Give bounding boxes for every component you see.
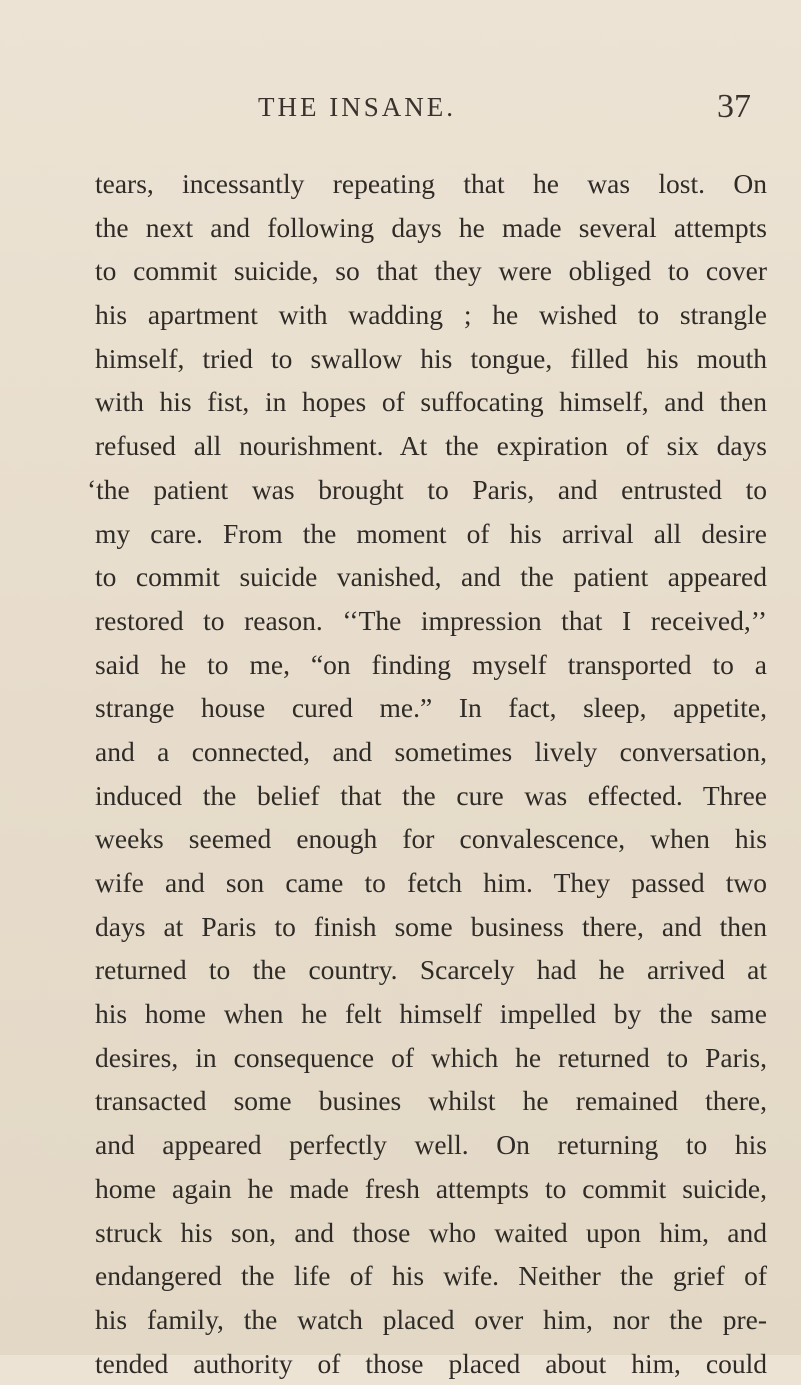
text-line: desires, in consequence of which he returned to Paris, [95,1041,767,1073]
text-line: home again he made fresh attempts to commit suicide, [95,1172,767,1204]
text-line: struck his son, and those who waited upon him, and [95,1216,767,1248]
text-line: weeks seemed enough for convalescence, when his [95,823,767,855]
text-line: my care. From the moment of his arrival all desire [95,517,767,549]
text-line: tears, incessantly repeating that he was lost. On [95,168,767,199]
text-line: said he to me, “on finding myself transported to a [95,648,767,680]
text-line: and a connected, and sometimes lively conversation, [95,735,767,767]
running-title: THE INSANE. [258,92,456,122]
text-line: the next and following days he made several attempts [95,211,767,243]
text-line: wife and son came to fetch him. They passed two [95,867,767,898]
text-line: days at Paris to finish some business there, and then [95,910,767,942]
text-line: restored to reason. ‘‘The impression that I received,’’ [95,604,767,636]
text-line: refused all nourishment. At the expiration of six days [95,430,767,462]
text-line: himself, tried to swallow his tongue, filled his mouth [95,342,767,374]
text-line: his family, the watch placed over him, nor the pre- [95,1303,767,1335]
running-head [250,92,590,132]
text-line: ‘the patient was brought to Paris, and entrusted to [87,473,767,505]
text-line: with his fist, in hopes of suffocating himself, and then [95,386,767,418]
text-line: transacted some busines whilst he remained there, [95,1085,767,1117]
text-line: induced the belief that the cure was effected. Three [95,779,767,811]
text-line: returned to the country. Scarcely had he arrived at [95,954,767,986]
body-text [87,162,767,1385]
text-line: endangered the life of his wife. Neither the grief of [95,1260,767,1292]
text-line: his apartment with wadding ; he wished to strangle [95,299,767,331]
text-line: strange house cured me.” In fact, sleep, appetite, [95,692,767,724]
text-line: tended authority of those placed about him, could [95,1347,767,1379]
text-line: and appeared perfectly well. On returning to his [95,1129,767,1161]
text-line: to commit suicide, so that they were obliged to cover [95,255,767,287]
text-line: to commit suicide vanished, and the patient appeared [95,561,767,593]
page-number: 37 [717,88,751,125]
text-line: his home when he felt himself impelled by the same [95,998,767,1030]
